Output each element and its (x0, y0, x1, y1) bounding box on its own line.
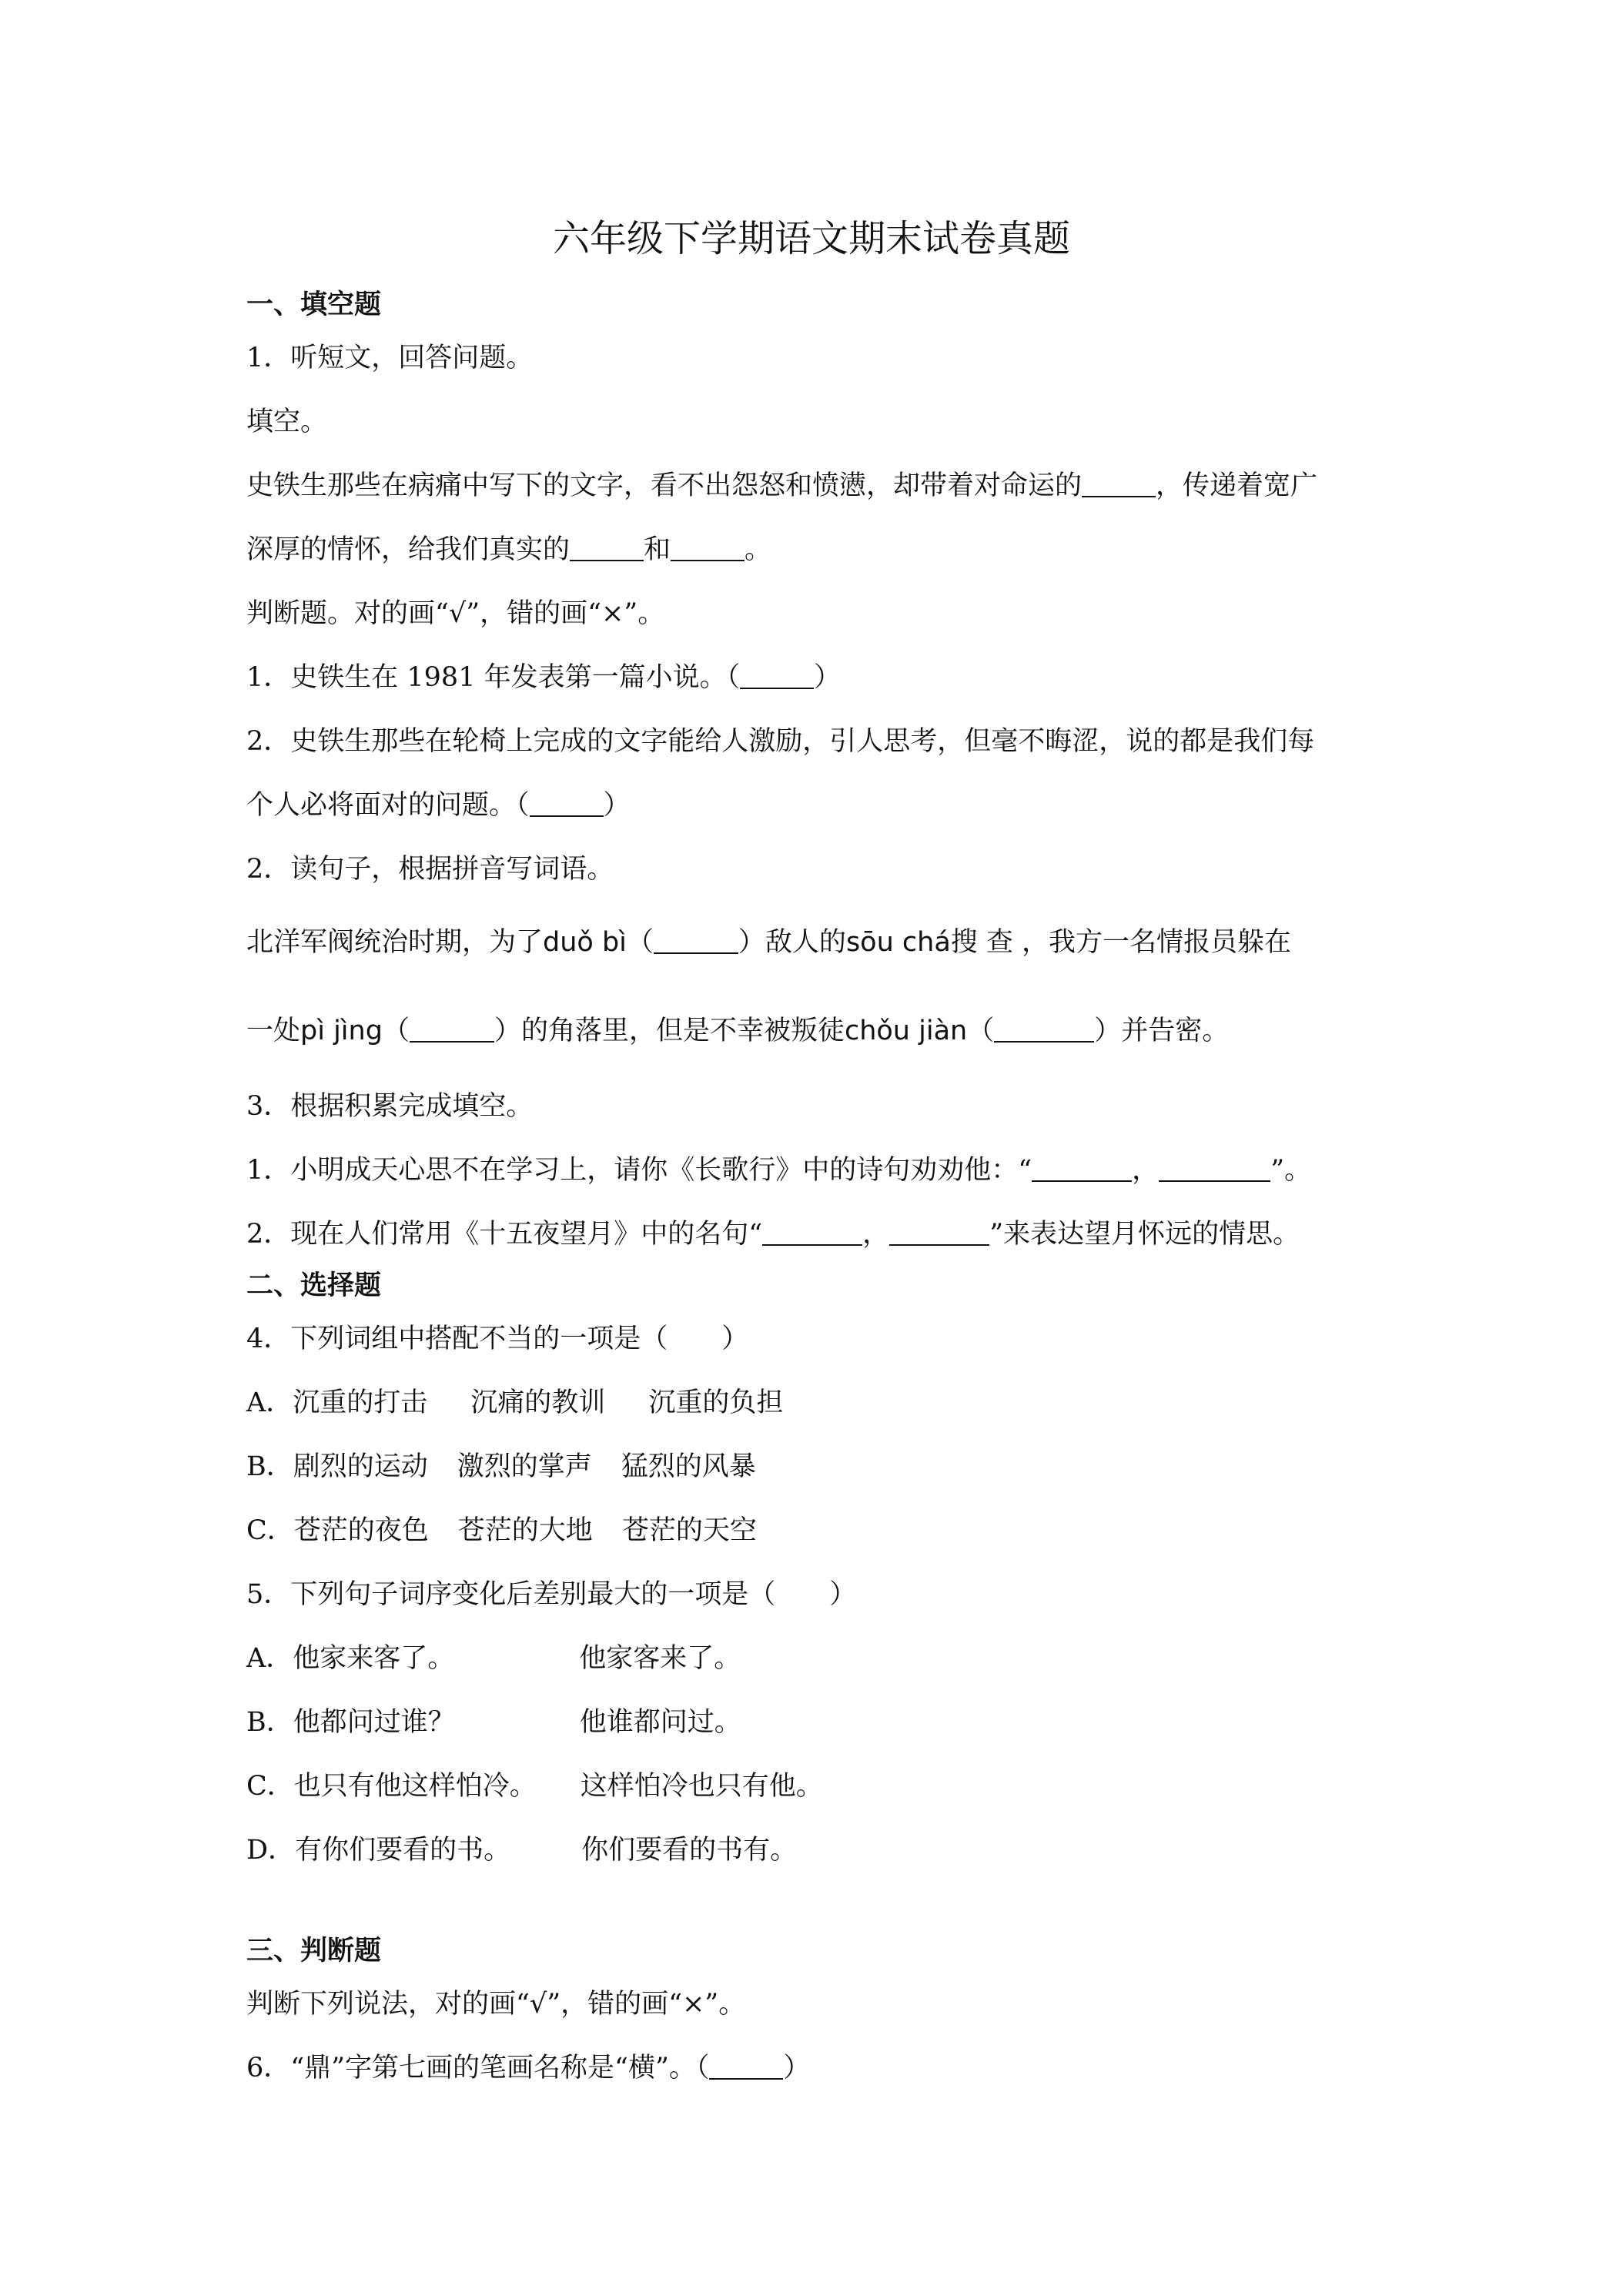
q5-stem: 5．下列句子词序变化后差别最大的一项是（ ） (246, 1579, 857, 1610)
q6-text: 6．“鼎”字第七画的笔画名称是“横”。（ (246, 2053, 710, 2083)
q2-text: ）的角落里，但是不幸被叛徒 (494, 1016, 845, 1046)
pinyin-choujian: chǒu jiàn (844, 1016, 968, 1046)
q3-item-2 (246, 1216, 1300, 1253)
option-item: 沉重的负担 (648, 1387, 784, 1418)
option-item: 苍茫的夜色 (293, 1515, 429, 1546)
q1-text: 个人必将面对的问题。（ (246, 790, 530, 821)
q3-text: ”来表达望月怀远的情思。 (989, 1219, 1300, 1250)
q1-text: 。 (745, 534, 772, 565)
q4-stem: 4．下列词组中搭配不当的一项是（ ） (246, 1324, 749, 1354)
section-fill-heading: 一、填空题 (246, 290, 382, 320)
option-item: 猛烈的风暴 (621, 1451, 756, 1482)
q1-text: 史铁生那些在病痛中写下的文字，看不出怨怒和愤懑，却带着对命运的 (246, 470, 1083, 501)
q3-text: ， (862, 1219, 890, 1250)
q3-item-1 (246, 1152, 1311, 1189)
q1-text: 1．史铁生在 1981 年发表第一篇小说。（ (246, 662, 741, 693)
q2-line-2 (246, 1012, 1229, 1049)
q3-text: ”。 (1270, 1155, 1312, 1186)
q2-stem: 2．读句子，根据拼音写词语。 (246, 854, 614, 885)
option-left: 有你们要看的书。 (295, 1835, 511, 1866)
q6-item (246, 2050, 810, 2087)
q3-text: 1．小明成天心思不在学习上，请你《长歌行》中的诗句劝劝他：“ (246, 1155, 1032, 1186)
option-letter: D． (246, 1835, 296, 1866)
option-item: 沉重的打击 (293, 1387, 428, 1418)
q1-judge-item-2-line-2 (246, 787, 631, 824)
answer-blank[interactable] (889, 1220, 989, 1246)
q1-fill-label: 填空。 (246, 407, 328, 437)
option-letter: A． (246, 1643, 293, 1674)
option-right: 这样怕冷也只有他。 (580, 1771, 823, 1802)
option-left: 他家来客了。 (293, 1643, 455, 1674)
q1-fill-line-1 (246, 467, 1317, 504)
q5-option-c[interactable] (246, 1768, 823, 1805)
section-choice-heading: 二、选择题 (246, 1270, 382, 1301)
q2-text: （ (967, 1016, 995, 1046)
q5-option-a[interactable] (246, 1640, 741, 1677)
option-letter: B． (246, 1707, 293, 1738)
option-item: 苍茫的天空 (621, 1515, 757, 1546)
answer-blank[interactable] (1159, 1156, 1270, 1182)
q1-text: ） (603, 790, 631, 821)
q5-option-b[interactable] (246, 1704, 741, 1741)
q6-text: ） (783, 2053, 811, 2083)
answer-blank[interactable] (570, 535, 644, 561)
q3-text: 2．现在人们常用《十五夜望月》中的名句“ (246, 1219, 763, 1250)
q2-text: ）敌人的 (738, 927, 846, 958)
option-right: 他谁都问过。 (579, 1707, 741, 1738)
q1-judge-item-2-line-1: 2．史铁生那些在轮椅上完成的文字能给人激励，引人思考，但毫不晦涩，说的都是我们每 (246, 726, 1315, 757)
q5-option-d[interactable] (246, 1832, 797, 1869)
q3-stem: 3．根据积累完成填空。 (246, 1091, 534, 1122)
option-letter: C． (246, 1515, 294, 1546)
answer-blank[interactable] (1082, 471, 1156, 497)
q4-option-a[interactable] (246, 1384, 783, 1421)
q1-stem: 1．听短文，回答问题。 (246, 343, 534, 373)
q2-line-1 (246, 924, 1291, 961)
section-judge-heading: 三、判断题 (246, 1936, 382, 1966)
option-letter: A． (246, 1387, 293, 1418)
q2-text: ）并告密。 (1094, 1016, 1230, 1046)
q4-option-c[interactable] (246, 1512, 757, 1549)
option-right: 他家客来了。 (579, 1643, 741, 1674)
q1-fill-line-2 (246, 531, 771, 568)
q2-text: （ (626, 927, 654, 958)
q2-text: 一处 (246, 1016, 301, 1046)
q1-text: 和 (644, 534, 671, 565)
option-letter: B． (246, 1451, 293, 1482)
answer-blank[interactable] (671, 535, 745, 561)
option-left: 也只有他这样怕冷。 (293, 1771, 537, 1802)
pinyin-pijing: pì jìng (300, 1016, 383, 1046)
answer-blank[interactable] (762, 1220, 862, 1246)
option-item: 激烈的掌声 (457, 1451, 592, 1482)
q1-text: ，传递着宽广 (1156, 470, 1318, 501)
option-left: 他都问过谁？ (293, 1707, 455, 1738)
answer-blank[interactable] (740, 663, 814, 689)
q4-option-b[interactable] (246, 1448, 756, 1485)
page-title: 六年级下学期语文期末试卷真题 (552, 217, 1070, 260)
option-right: 你们要看的书有。 (581, 1835, 798, 1866)
answer-blank[interactable] (654, 928, 738, 954)
q2-text: 搜 查 ，我方一名情报员躲在 (950, 927, 1292, 958)
answer-blank[interactable] (709, 2053, 783, 2080)
option-item: 沉痛的教训 (470, 1387, 606, 1418)
option-letter: C． (246, 1771, 294, 1802)
q1-judge-item-1 (246, 659, 841, 696)
answer-blank[interactable] (1032, 1156, 1132, 1182)
pinyin-duobi: duǒ bì (543, 927, 627, 958)
q2-text: 北洋军阀统治时期，为了 (246, 927, 544, 958)
option-item: 剧烈的运动 (293, 1451, 428, 1482)
pinyin-souchacha: sōu chá (845, 927, 951, 958)
q2-text: （ (382, 1016, 410, 1046)
q1-judge-label: 判断题。对的画“√”，错的画“×”。 (246, 598, 665, 629)
answer-blank[interactable] (530, 791, 604, 817)
q1-text: ） (814, 662, 842, 693)
option-item: 苍茫的大地 (457, 1515, 593, 1546)
q6-intro: 判断下列说法，对的画“√”，错的画“×”。 (246, 1989, 746, 2020)
q3-text: ， (1132, 1155, 1160, 1186)
q1-text: 深厚的情怀，给我们真实的 (246, 534, 571, 565)
answer-blank[interactable] (410, 1016, 494, 1043)
answer-blank[interactable] (994, 1016, 1094, 1043)
